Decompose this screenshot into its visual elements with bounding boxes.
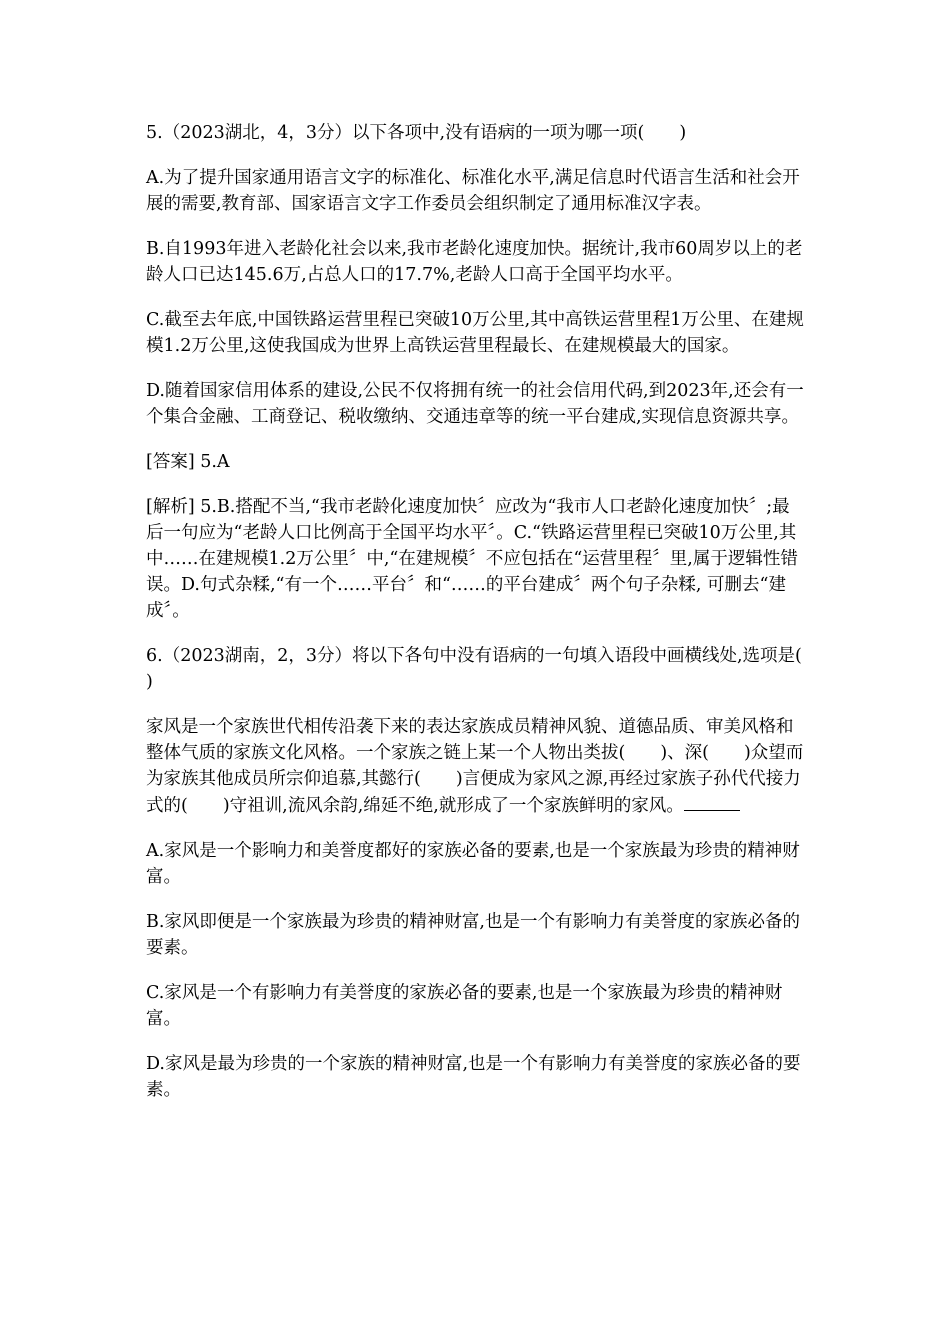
- question-6-passage: 家风是一个家族世代相传沿袭下来的表达家族成员精神风貌、道德品质、审美风格和整体气质的家族文化风格。一个家族之链上某一个人物出类拔( )、深( )众望而为家族其他成员所宗仰追慕,其懿行( )言便成为家风之源,再经过家族子孙代代接力式的( )守祖训,流风余韵,绵延不绝,就形成了一个家族鲜明的家风。: [146, 717, 804, 816]
- question-5-stem: 5.（2023湖北，4，3分）以下各项中,没有语病的一项为哪一项( ): [146, 123, 687, 143]
- question-6-option-c: C.家风是一个有影响力有美誉度的家族必备的要素,也是一个家族最为珍贵的精神财富。: [146, 983, 783, 1029]
- question-6-option-d: D.家风是最为珍贵的一个家族的精神财富,也是一个有影响力有美誉度的家族必备的要素。: [146, 1054, 801, 1100]
- question-6-stem: 6.（2023湖南，2，3分）将以下各句中没有语病的一句填入语段中画横线处,选项是( ): [146, 646, 837, 692]
- question-5-option-c: C.截至去年底,中国铁路运营里程已突破10万公里,其中高铁运营里程1万公里、在建规模1.2万公里,这使我国成为世界上高铁运营里程最长、在建规模最大的国家。: [146, 310, 804, 356]
- question-5-analysis: [解析] 5.B.搭配不当,“我市老龄化速度加快〞应改为“我市人口老龄化速度加快〞;最后一句应为“老龄人口比例高于全国平均水平〞。C.“铁路运营里程已突破10万公里,其中……在建规模1.2万公里〞中,“在建规模〞不应包括在“运营里程〞里,属于逻辑性错误。D.句式杂糅,“有一个……平台〞和“……的平台建成〞两个句子杂糅, 可删去“建成〞。: [146, 497, 798, 621]
- question-5-option-d: D.随着国家信用体系的建设,公民不仅将拥有统一的社会信用代码,到2023年,还会有一个集合金融、工商登记、税收缴纳、交通违章等的统一平台建成,实现信息资源共享。: [146, 381, 804, 427]
- question-5-answer: [答案] 5.A: [146, 452, 230, 472]
- document-page: [146, 120, 837, 1122]
- answer-blank-line: [684, 792, 740, 811]
- question-5-option-b: B.自1993年进入老龄化社会以来,我市老龄化速度加快。据统计,我市60周岁以上的老龄人口已达145.6万,占总人口的17.7%,老龄人口高于全国平均水平。: [146, 239, 803, 285]
- question-6-option-a: A.家风是一个影响力和美誉度都好的家族必备的要素,也是一个家族最为珍贵的精神财富。: [146, 841, 800, 887]
- question-5-option-a: A.为了提升国家通用语言文字的标准化、标准化水平,满足信息时代语言生活和社会开展的需要,教育部、国家语言文字工作委员会组织制定了通用标准汉字表。: [146, 168, 800, 214]
- question-6-passage-block: [146, 714, 806, 819]
- question-6-option-b: B.家风即便是一个家族最为珍贵的精神财富,也是一个有影响力有美誉度的家族必备的要素。: [146, 912, 800, 958]
